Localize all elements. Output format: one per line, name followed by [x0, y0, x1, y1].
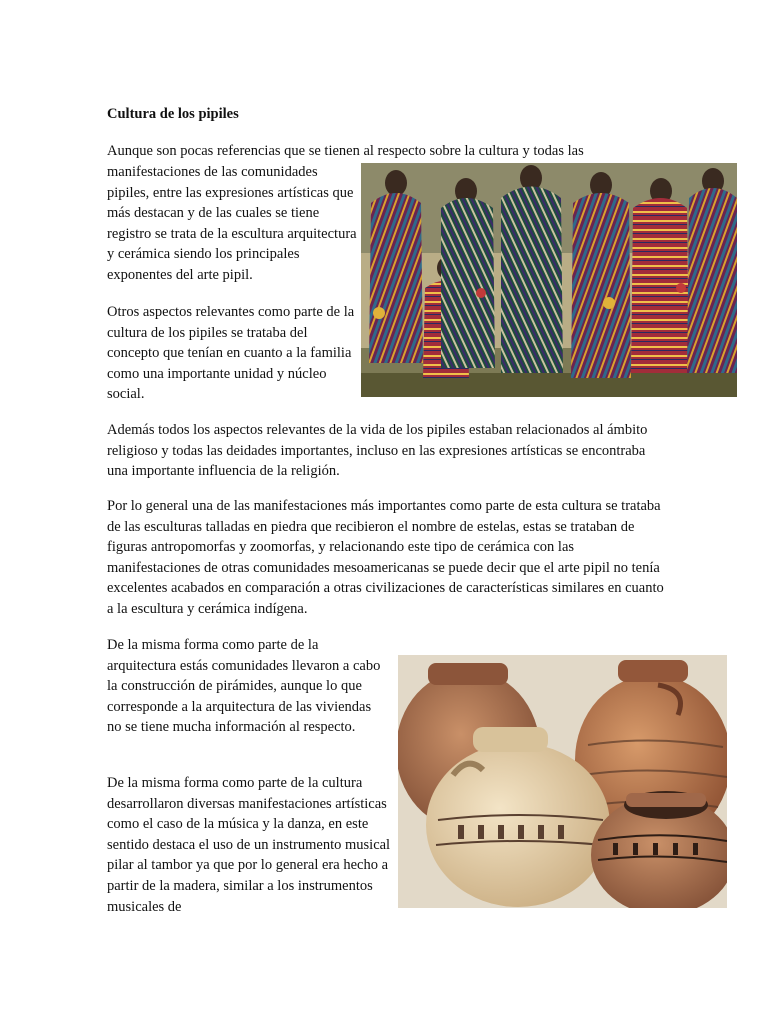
photo-pottery: [398, 655, 727, 908]
paragraph-1-first-line: Aunque son pocas referencias que se tienen al respecto sobre la cultura y todas las: [107, 143, 584, 159]
paragraph-1: manifestaciones de las comunidades pipiles, entre las expresiones artísticas que más destacan y de las cuales se tiene registro se trata de la escultura arquitectura y cerámica siendo los principales exponentes del arte pipil.: [107, 164, 357, 283]
paragraph-6: De la misma forma como parte de la cultura desarrollaron diversas manifestaciones artísticas como el caso de la música y la danza, en este sentido destaca el uso de un instrumento musical pilar al tambor ya que por lo general era hecho a partir de la madera, similar a los instrumentos musicales de: [107, 775, 391, 915]
paragraph-2: Otros aspectos relevantes como parte de la cultura de los pipiles se trataba del concepto que tenían en cuanto a la familia como una importante unidad y núcleo social.: [107, 304, 355, 403]
paragraph-5: De la misma forma como parte de la arquitectura estás comunidades llevaron a cabo la construcción de pirámides, aunque lo que corresponde a la arquitectura de las viviendas no se tiene mucha información al respecto.: [107, 637, 381, 736]
pottery-image: [398, 655, 727, 908]
women-procession-image: [361, 163, 737, 397]
paragraph-3: Además todos los aspectos relevantes de la vida de los pipiles estaban relacionados al ámbito religioso y todas las deidades importantes, incluso en las expresiones artísticas se encontraba una importante influencia de la religión.: [107, 422, 648, 480]
paragraph-4: Por lo general una de las manifestaciones más importantes como parte de esta cultura se trataba de las esculturas talladas en piedra que recibieron el nombre de estelas, estas se trataban de figuras antropomorfas y zoomorfas, y relacionando este tipo de cerámica con las manifestaciones de otras comunidades mesoamericanas se puede decir que el arte pipil no tenía excelentes acabados en comparación a otras civilizaciones de características similares en cuanto a la escultura y cerámica indígena.: [107, 498, 664, 617]
document-title: Cultura de los pipiles: [107, 106, 239, 122]
photo-women-traditional-dress: [361, 163, 737, 397]
